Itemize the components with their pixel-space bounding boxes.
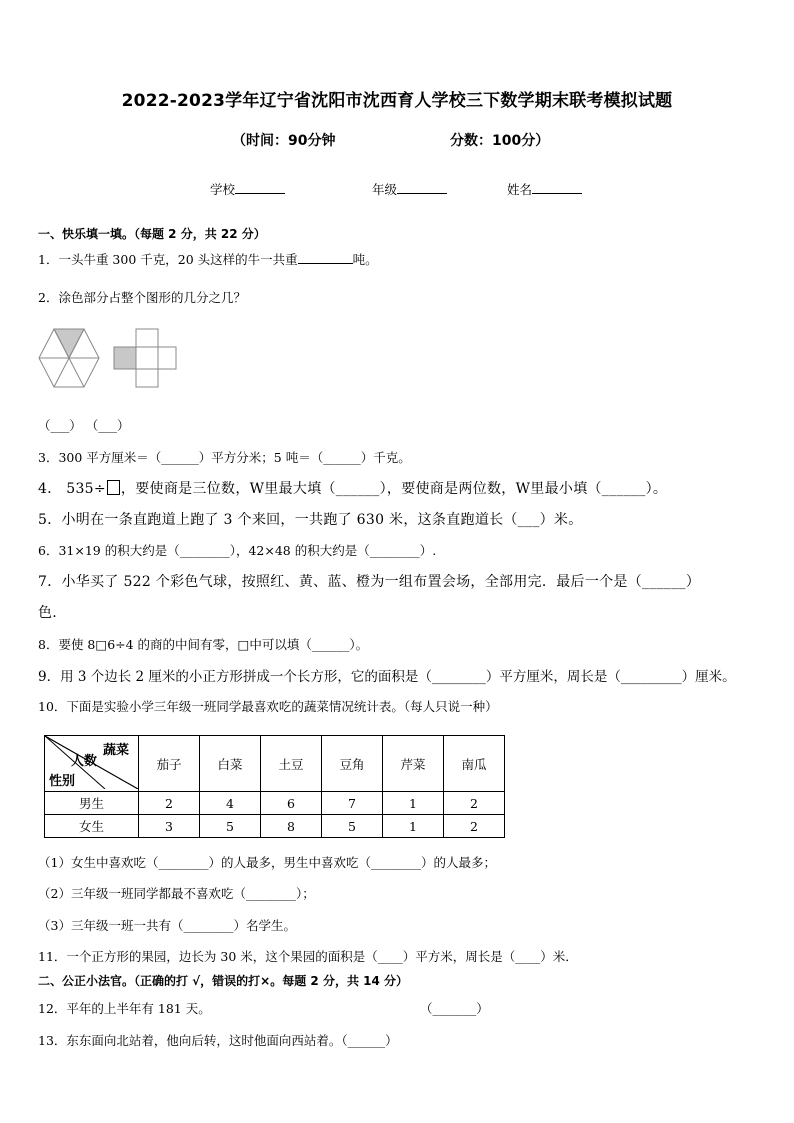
table-cell: 5 (322, 815, 383, 838)
school-label: 学校 (210, 182, 236, 197)
question-10: 10．下面是实验小学三年级一班同学最喜欢吃的蔬菜情况统计表。（每人只说一种） (38, 699, 498, 714)
grade-label: 年级 (372, 182, 398, 197)
hexagon-figure (39, 329, 99, 387)
table-cell: 5 (200, 815, 261, 838)
question-4 (38, 478, 667, 498)
table-cell: 2 (444, 815, 505, 838)
table-cell: 2 (444, 792, 505, 815)
column-header: 南瓜 (444, 736, 505, 792)
question-3: 3．300 平方厘米＝（______）平方分米；5 吨＝（______）千克。 (38, 450, 411, 465)
row-label: 女生 (45, 815, 139, 838)
question-12: 12．平年的上半年有 181 天。 (38, 1001, 211, 1016)
question-11: 11．一个正方形的果园，边长为 30 米，这个果园的面积是（____）平方米，周长是（____）米． (38, 949, 578, 964)
question-5: 5．小明在一条直跑道上跑了 3 个来回，一共跑了 630 米，这条直跑道长（___）米。 (38, 512, 583, 528)
column-header: 芹菜 (383, 736, 444, 792)
section-1-heading: 一、快乐填一填。（每题 2 分，共 22 分） (38, 227, 266, 241)
question-9: 9．用 3 个边长 2 厘米的小正方形拼成一个长方形，它的面积是（________）平方厘米，周长是（_________）厘米。 (38, 669, 736, 685)
school-blank[interactable] (235, 181, 285, 194)
column-header: 茄子 (139, 736, 200, 792)
question-8: 8．要使 8□6÷4 的商的中间有零，□中可以填（______）。 (38, 637, 369, 652)
table-corner-cell (45, 736, 139, 792)
table-cell: 7 (322, 792, 383, 815)
table-cell: 1 (383, 815, 444, 838)
table-cell: 8 (261, 815, 322, 838)
table-row (45, 792, 505, 815)
digit-box-icon (107, 480, 120, 495)
question-7-continued: 色. (38, 605, 58, 621)
header-vegetable-label: 蔬菜 (103, 743, 130, 758)
question-6: 6．31×19 的积大约是（________），42×48 的积大约是（________）. (38, 543, 437, 558)
header-gender-label: 性别 (49, 774, 76, 789)
question-4-text: 4． 535÷ (38, 481, 106, 497)
table-row (45, 815, 505, 838)
grade-field (372, 180, 447, 198)
table-cell: 3 (139, 815, 200, 838)
question-1-unit: 吨。 (352, 252, 378, 267)
question-10-part-2: （2）三年级一班同学都最不喜欢吃（________）； (38, 886, 315, 901)
question-1-blank[interactable] (298, 251, 353, 264)
question-10-part-1: （1）女生中喜欢吃（________）的人最多，男生中喜欢吃（________）的人最多； (38, 855, 496, 870)
table-cell: 6 (261, 792, 322, 815)
row-label: 男生 (45, 792, 139, 815)
question-4-rest: ，要使商是三位数，W里最大填（______），要使商是两位数，W里最小填（______）。 (120, 481, 668, 497)
column-header: 豆角 (322, 736, 383, 792)
question-2: 2．涂色部分占整个图形的几分之几？ (38, 290, 246, 305)
table-cell: 1 (383, 792, 444, 815)
name-blank[interactable] (532, 181, 582, 194)
question-2-answers[interactable]: （___） （___） (38, 418, 130, 433)
question-13: 13．东东面向北站着，他向后转，这时他面向西站着。（______） (38, 1033, 398, 1048)
name-field (507, 180, 582, 198)
question-7: 7．小华买了 522 个彩色气球，按照红、黄、蓝、橙为一组布置会场，全部用完．最后一个是（______） (38, 574, 701, 590)
question-12-answer[interactable]: （_______） (420, 1001, 489, 1016)
question-10-part-3: （3）三年级一班一共有（________）名学生。 (38, 918, 296, 933)
question-1 (38, 250, 378, 268)
question-2-figures (38, 328, 178, 394)
grade-blank[interactable] (397, 181, 447, 194)
question-1-text: 1．一头牛重 300 千克，20 头这样的牛一共重 (38, 252, 298, 267)
total-score: 分数：100分） (450, 133, 550, 149)
school-field (210, 180, 285, 198)
page-title: 2022-2023学年辽宁省沈阳市沈西育人学校三下数学期末联考模拟试题 (121, 91, 673, 111)
table-header-row (45, 736, 505, 792)
section-2-heading: 二、公正小法官。（正确的打 √，错误的打×。每题 2 分，共 14 分） (38, 974, 408, 988)
vegetable-survey-table (44, 735, 505, 838)
shaded-shapes-figure (38, 328, 178, 390)
column-header: 白菜 (200, 736, 261, 792)
header-count-label: 人数 (71, 754, 98, 769)
cube-net-figure (114, 329, 176, 387)
time-limit: （时间：90分钟 (232, 133, 336, 149)
table-cell: 2 (139, 792, 200, 815)
name-label: 姓名 (507, 182, 533, 197)
table-cell: 4 (200, 792, 261, 815)
column-header: 土豆 (261, 736, 322, 792)
